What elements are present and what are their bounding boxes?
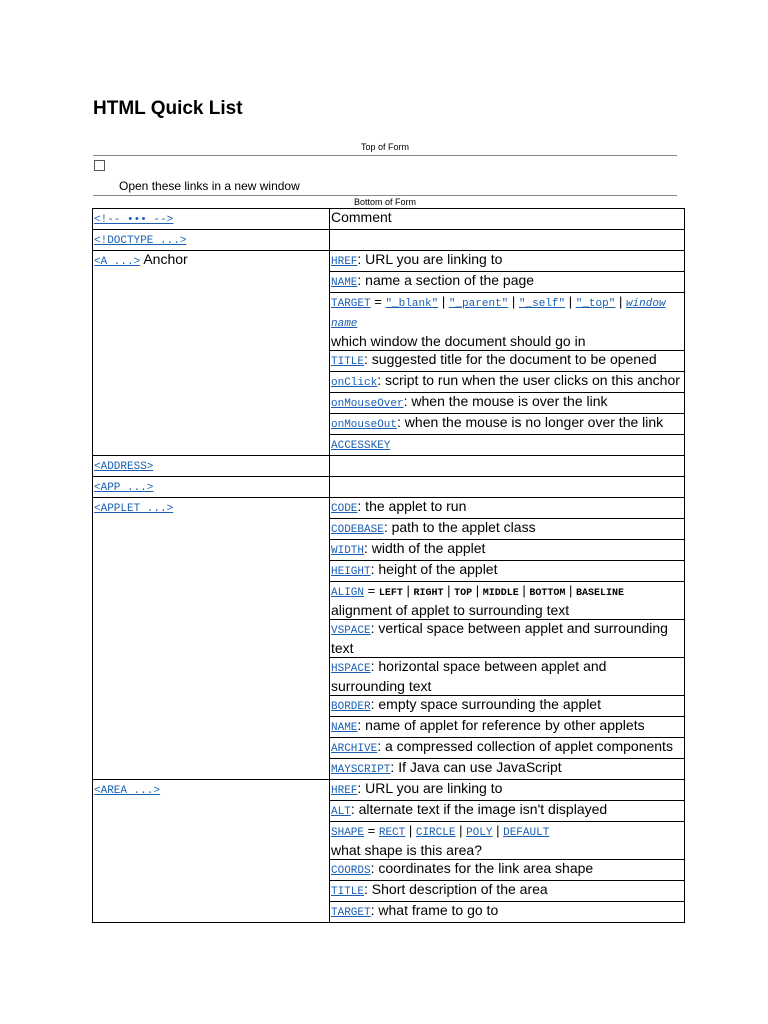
- attribute-cell: [330, 230, 685, 251]
- attribute-description: what shape is this area?: [331, 842, 482, 858]
- attribute-description: : alternate text if the image isn't displayed: [350, 801, 608, 817]
- tag-cell: [93, 230, 330, 251]
- attribute-link[interactable]: TITLE: [331, 356, 365, 368]
- table-row: [93, 209, 685, 230]
- attribute-link[interactable]: CODEBASE: [331, 524, 384, 536]
- attribute-cell: [330, 498, 685, 519]
- attribute-description: : suggested title for the document to be opened: [364, 351, 657, 367]
- attribute-link[interactable]: WIDTH: [331, 545, 365, 557]
- attribute-link[interactable]: NAME: [331, 722, 358, 734]
- attribute-description: : when the mouse is no longer over the link: [397, 414, 664, 430]
- value-link[interactable]: "_self": [518, 298, 566, 310]
- attribute-cell: [330, 822, 685, 860]
- tag-cell: [93, 477, 330, 498]
- attribute-cell: [330, 717, 685, 738]
- attribute-link[interactable]: ACCESSKEY: [331, 440, 391, 452]
- attribute-cell: [330, 351, 685, 372]
- attribute-cell: [330, 540, 685, 561]
- value-separator: |: [565, 294, 576, 309]
- value-separator: |: [455, 823, 467, 838]
- empty-cell: [331, 230, 683, 247]
- form-bottom-label: Bottom of Form: [353, 197, 416, 207]
- attribute-description: : coordinates for the link area shape: [370, 860, 594, 876]
- attribute-description: : empty space surrounding the applet: [370, 696, 601, 712]
- attribute-cell: [330, 456, 685, 477]
- attribute-cell: [330, 414, 685, 435]
- attribute-link[interactable]: MAYSCRIPT: [331, 764, 391, 776]
- attribute-description: : name of applet for reference by other applets: [357, 717, 645, 733]
- attribute-link[interactable]: TITLE: [331, 886, 365, 898]
- attribute-cell: [330, 372, 685, 393]
- value-link[interactable]: "_blank": [385, 298, 439, 310]
- tag-link[interactable]: <APPLET ...>: [94, 503, 174, 515]
- attribute-link[interactable]: onClick: [331, 377, 378, 389]
- value-separator: |: [472, 583, 483, 598]
- attribute-cell: [330, 860, 685, 881]
- attribute-description: Comment: [331, 209, 392, 225]
- value-separator: |: [508, 294, 519, 309]
- attribute-cell: [330, 902, 685, 923]
- attribute-link[interactable]: onMouseOver: [331, 398, 404, 410]
- value-link[interactable]: window name: [331, 298, 666, 330]
- attribute-value: TOP: [454, 588, 473, 599]
- attribute-cell: [330, 759, 685, 780]
- attribute-description: : what frame to go to: [370, 902, 499, 918]
- tag-cell: [93, 251, 330, 456]
- attribute-description: which window the document should go in: [331, 333, 586, 349]
- attribute-description: : URL you are linking to: [357, 780, 503, 796]
- attribute-description: : URL you are linking to: [357, 251, 503, 267]
- equals-sign: =: [370, 294, 386, 309]
- attribute-cell: [330, 435, 685, 456]
- value-separator: |: [443, 583, 455, 598]
- table-row: [93, 498, 685, 519]
- attribute-link[interactable]: NAME: [331, 277, 358, 289]
- attribute-cell: [330, 582, 685, 620]
- attribute-description: : name a section of the page: [357, 272, 535, 288]
- page-title: HTML Quick List: [93, 98, 243, 119]
- form-top-rule: [93, 155, 677, 156]
- value-link[interactable]: "_top": [575, 298, 616, 310]
- attribute-value: MIDDLE: [482, 588, 519, 599]
- attribute-description: alignment of applet to surrounding text: [331, 602, 570, 618]
- attribute-cell: [330, 477, 685, 498]
- attribute-link[interactable]: HREF: [331, 785, 358, 797]
- form-top-label: Top of Form: [360, 142, 409, 152]
- tag-link[interactable]: <!DOCTYPE ...>: [94, 235, 187, 247]
- attribute-description: : a compressed collection of applet components: [377, 738, 673, 754]
- table-row: [93, 780, 685, 801]
- tag-cell: [93, 780, 330, 923]
- new-window-checkbox[interactable]: [94, 160, 105, 171]
- value-link[interactable]: "_parent": [448, 298, 509, 310]
- table-row: [93, 456, 685, 477]
- attribute-cell: [330, 658, 685, 696]
- value-separator: |: [492, 823, 504, 838]
- attribute-value: BASELINE: [575, 588, 624, 599]
- html-tag-reference-table: [92, 208, 685, 923]
- attribute-link[interactable]: CODE: [331, 503, 358, 515]
- attribute-cell: [330, 801, 685, 822]
- tag-link[interactable]: <AREA ...>: [94, 785, 161, 797]
- tag-link[interactable]: <!-- ••• -->: [94, 214, 174, 226]
- attribute-cell: [330, 293, 685, 351]
- value-separator: |: [438, 294, 449, 309]
- tag-link[interactable]: <ADDRESS>: [94, 461, 154, 473]
- attribute-description: : script to run when the user clicks on this anchor: [377, 372, 680, 388]
- value-separator: |: [402, 583, 414, 598]
- attribute-cell: [330, 780, 685, 801]
- attribute-link[interactable]: VSPACE: [331, 625, 371, 637]
- attribute-description: : when the mouse is over the link: [403, 393, 608, 409]
- attribute-cell: [330, 696, 685, 717]
- form-bottom-rule: [93, 195, 677, 196]
- attribute-description: : the applet to run: [357, 498, 467, 514]
- empty-cell: [331, 477, 683, 494]
- attribute-cell: [330, 738, 685, 759]
- attribute-cell: [330, 519, 685, 540]
- empty-cell: [331, 456, 683, 473]
- table-row: [93, 230, 685, 251]
- attribute-cell: [330, 620, 685, 658]
- attribute-cell: [330, 561, 685, 582]
- attribute-cell: [330, 251, 685, 272]
- equals-sign: =: [364, 823, 379, 838]
- attribute-cell: [330, 881, 685, 902]
- attribute-link[interactable]: COORDS: [331, 865, 371, 877]
- attribute-link[interactable]: BORDER: [331, 701, 371, 713]
- attribute-cell: [330, 209, 685, 230]
- attribute-description: : vertical space between applet and surrounding text: [331, 620, 668, 656]
- value-separator: |: [565, 583, 576, 598]
- tag-cell: [93, 498, 330, 780]
- attribute-description: : width of the applet: [364, 540, 486, 556]
- tag-description: Anchor: [143, 251, 188, 267]
- new-window-checkbox-label: Open these links in a new window: [119, 179, 300, 193]
- attribute-cell: [330, 272, 685, 293]
- attribute-description: : path to the applet class: [383, 519, 536, 535]
- attribute-link[interactable]: ALIGN: [331, 587, 365, 599]
- equals-sign: =: [364, 583, 379, 598]
- attribute-link[interactable]: ALT: [331, 806, 351, 818]
- attribute-link[interactable]: HEIGHT: [331, 566, 371, 578]
- attribute-value: LEFT: [378, 588, 403, 599]
- value-link[interactable]: DEFAULT: [503, 827, 550, 839]
- attribute-link[interactable]: SHAPE: [331, 827, 365, 839]
- attribute-link[interactable]: TARGET: [331, 298, 371, 310]
- attribute-cell: [330, 393, 685, 414]
- attribute-description: : If Java can use JavaScript: [390, 759, 562, 775]
- attribute-description: : horizontal space between applet and surrounding text: [331, 658, 607, 694]
- value-link[interactable]: RECT: [378, 827, 406, 839]
- value-link[interactable]: CIRCLE: [415, 827, 456, 839]
- attribute-description: : Short description of the area: [364, 881, 548, 897]
- attribute-value: RIGHT: [413, 588, 444, 599]
- attribute-link[interactable]: HSPACE: [331, 663, 371, 675]
- attribute-link[interactable]: onMouseOut: [331, 419, 398, 431]
- table-row: [93, 477, 685, 498]
- value-separator: |: [405, 823, 416, 838]
- attribute-value: BOTTOM: [529, 588, 566, 599]
- attribute-description: : height of the applet: [370, 561, 498, 577]
- attribute-link[interactable]: ARCHIVE: [331, 743, 378, 755]
- tag-cell: [93, 209, 330, 230]
- tag-cell: [93, 456, 330, 477]
- attribute-link[interactable]: TARGET: [331, 907, 371, 919]
- table-row: [93, 251, 685, 272]
- tag-link[interactable]: <A ...>: [94, 256, 141, 268]
- value-separator: |: [615, 294, 626, 309]
- value-separator: |: [518, 583, 530, 598]
- value-link[interactable]: POLY: [466, 827, 493, 839]
- attribute-link[interactable]: HREF: [331, 256, 358, 268]
- tag-link[interactable]: <APP ...>: [94, 482, 154, 494]
